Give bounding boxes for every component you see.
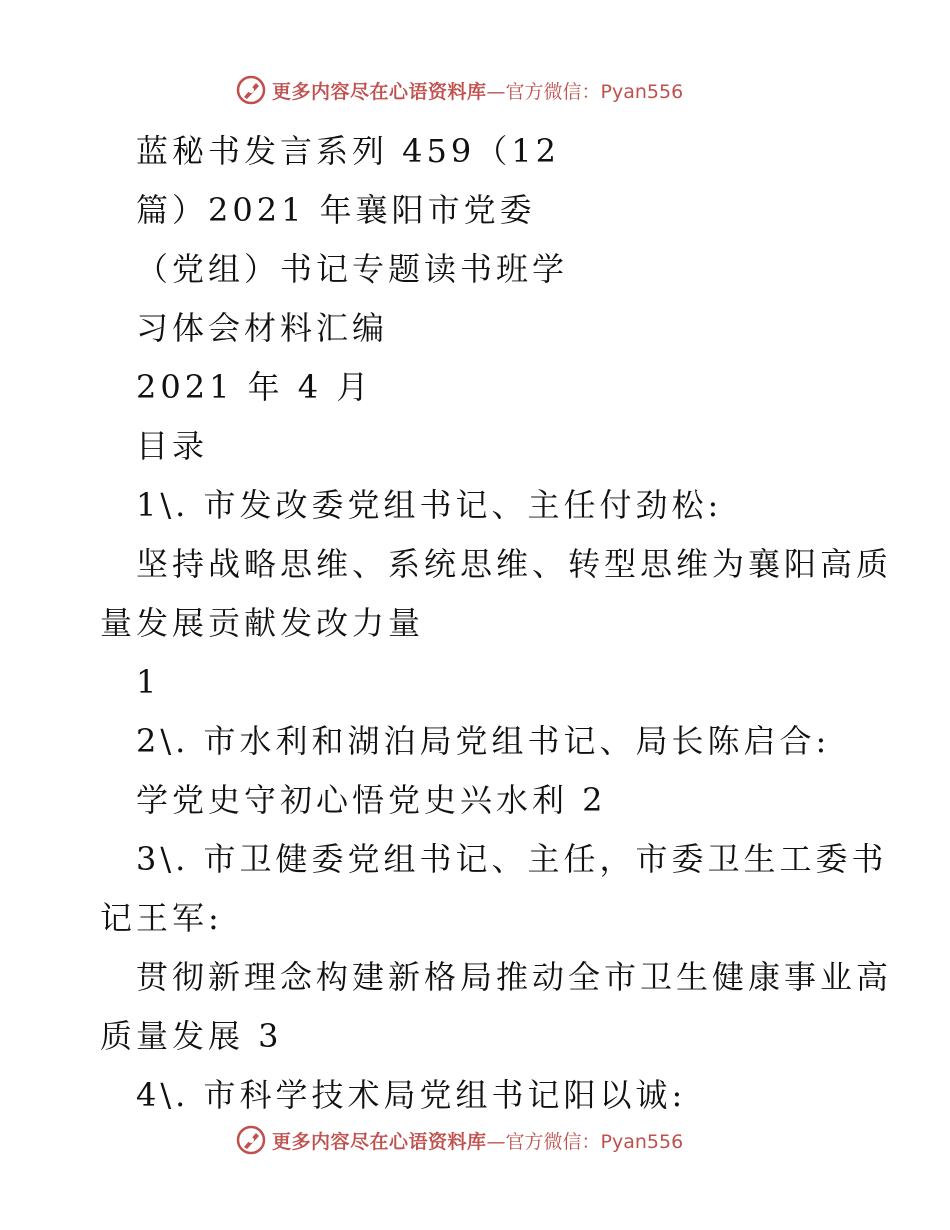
toc-entry-title: 2\. 市水利和湖泊局党组书记、局长陈启合:: [136, 722, 831, 760]
toc-entry-title: 3\. 市卫健委党组书记、主任，市委卫生工委书: [136, 840, 888, 878]
toc-page-number: 1: [136, 663, 161, 701]
toc-entry-title: 记王军:: [100, 899, 223, 937]
watermark-header: [236, 74, 683, 106]
toc-entry-title: 4\. 市科学技术局党组书记阳以诚:: [136, 1076, 687, 1114]
toc-entry-subtitle: 学党史守初心悟党史兴水利 2: [136, 781, 607, 819]
watermark-sub-text: —官方微信：Pyan556: [486, 1130, 684, 1153]
text-line: 篇）2021 年襄阳市党委: [136, 191, 536, 229]
watermark-footer: [236, 1124, 683, 1156]
watermark-main-text: 更多内容尽在心语资料库: [272, 80, 487, 103]
toc-entry-subtitle: 贯彻新理念构建新格局推动全市卫生健康事业高: [136, 958, 893, 996]
toc-entry-subtitle: 质量发展 3: [100, 1017, 283, 1055]
text-line: 2021 年 4 月: [136, 368, 373, 406]
text-line: 目录: [136, 427, 209, 465]
toc-entry-subtitle: 坚持战略思维、系统思维、转型思维为襄阳高质: [136, 545, 893, 583]
toc-entry-subtitle: 量发展贡献发改力量: [100, 604, 425, 642]
document-body: [100, 122, 893, 1125]
watermark-main-text: 更多内容尽在心语资料库: [272, 1130, 487, 1153]
text-line: 蓝秘书发言系列 459（12: [136, 132, 560, 170]
text-line: （党组）书记专题读书班学: [136, 250, 569, 288]
pen-logo-icon: [236, 1125, 266, 1155]
text-line: 习体会材料汇编: [136, 309, 389, 347]
toc-entry-title: 1\. 市发改委党组书记、主任付劲松:: [136, 486, 723, 524]
watermark-sub-text: —官方微信：Pyan556: [486, 80, 684, 103]
pen-logo-icon: [236, 75, 266, 105]
